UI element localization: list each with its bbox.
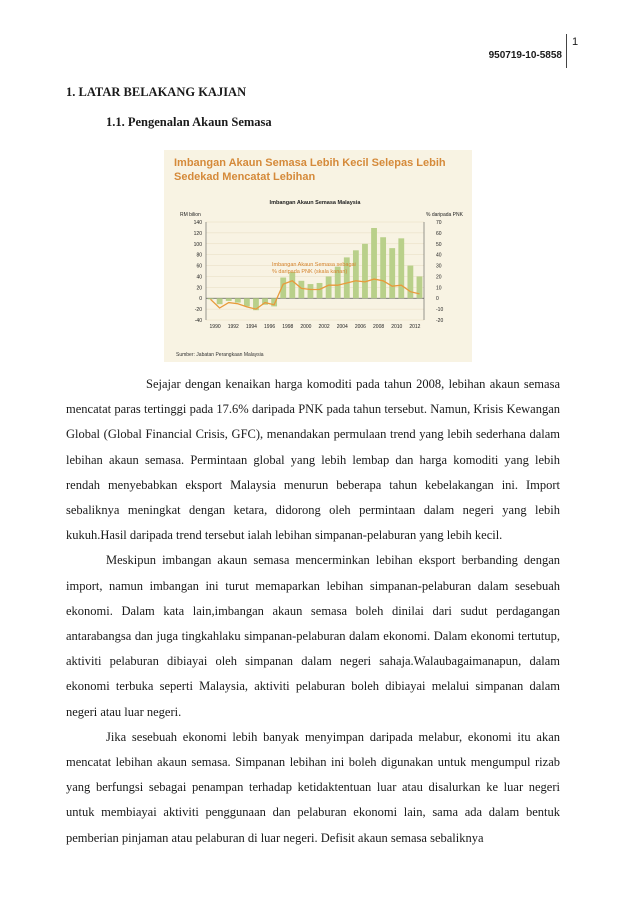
section-heading: 1. LATAR BELAKANG KAJIAN [66,85,247,99]
right-tick-label: 20 [436,274,442,281]
x-tick-label: 2002 [318,324,330,330]
right-tick-label: 0 [436,296,439,303]
left-tick-label: 40 [196,274,202,281]
bar-2006 [353,250,359,298]
right-tick-label: 70 [436,220,442,226]
left-tick-label: 60 [196,263,202,270]
right-axis-label: % daripada PNK [426,212,463,218]
bar-2011 [398,238,404,298]
bar-1993 [235,298,241,302]
subsection-heading: 1.1. Pengenalan Akaun Semasa [106,115,272,129]
bar-1999 [289,272,295,298]
right-tick-label: 40 [436,252,442,259]
x-tick-label: 2000 [300,324,312,330]
x-tick-label: 2004 [336,324,348,330]
bar-2002 [317,283,323,298]
chart-title: Imbangan Akaun Semasa Malaysia [269,200,361,206]
x-tick-label: 1992 [227,324,239,330]
x-tick-label: 2006 [354,324,366,330]
figure-source: Sumber: Jabatan Perangkaan Malaysia [176,352,264,358]
x-tick-label: 2012 [409,324,421,330]
paragraph-3: Jika sesebuah ekonomi lebih banyak menyimpan daripada melabur, ekonomi itu akan mencatat lebihan akaun semasa. Simpanan lebihan ini boleh digunakan untuk mengumpul rizab yang berfungsi sebagai penampan terhadap ketidaktentuan luar atau disalurkan ke luar negeri untuk membiayai aktiviti penggunaan dan pelaburan ekonomi lain, sama ada dalam bentuk pemberian pinjaman atau pelaburan di luar negeri. Defisit akaun semasa sebaliknya [66,729,560,845]
document-id: 950719-10-5858 [488,50,562,61]
bar-1994 [244,298,250,306]
left-tick-label: -40 [194,318,202,324]
paragraph-1: Sejajar dengan kenaikan harga komoditi pada tahun 2008, lebihan akaun semasa mencatat paras tertinggi pada 17.6% daripada PNK pada tahun tersebut. Namun, Krisis Kewangan Global (Global Financial Crisis, GFC), menandakan permulaan trend yang lebih sederhana dalam lebihan akaun semasa. Permintaan global yang lebih lembap dan harga komoditi yang lebih rendah menyebabkan eksport Malaysia menurun beberapa tahun kebelakangan ini. Import sebaliknya meningkat dengan ketara, didorong oleh permintaan dalam negeri yang lebih kukuh.Hasil daripada trend tersebut ialah lebihan simpanan-pelaburan yang lebih kecil. [66,377,560,543]
right-tick-label: 10 [436,285,442,292]
current-account-chart [164,194,472,344]
bar-1991 [217,298,223,304]
bar-2013 [417,276,423,298]
right-tick-label: -10 [436,307,444,314]
x-tick-label: 1998 [282,324,294,330]
x-tick-label: 1994 [245,324,257,330]
bar-2000 [298,281,304,298]
body-text [66,372,560,851]
bar-2007 [362,244,368,298]
bar-2009 [380,237,386,298]
left-tick-label: 120 [193,230,202,237]
x-tick-label: 2010 [391,324,403,330]
left-tick-label: 20 [196,285,202,292]
line-series-pct-pnk [211,279,420,309]
bar-2012 [407,266,413,299]
figure-current-account [164,150,472,362]
paragraph-2: Meskipun imbangan akaun semasa mencerminkan lebihan eksport berbanding dengan import, namun imbangan ini turut memaparkan lebihan simpanan-pelaburan dalam sesebuah ekonomi. Dalam kata lain,imbangan akaun semasa boleh dinilai dari sudut perdagangan antarabangsa dan juga tingkahlaku simpanan-pelaburan dalam ekonomi. Dalam ekonomi tertutup, aktiviti pelaburan dibiayai oleh simpanan dalam negeri sahaja.Walaubagaimanapun, dalam ekonomi terbuka seperti Malaysia, aktiviti pelaburan boleh dibiayai melalui simpanan dalam negeri atau luar negeri. [66,553,560,719]
x-tick-label: 1990 [209,324,221,330]
bar-2003 [326,276,332,298]
figure-title: Imbangan Akaun Semasa Lebih Kecil Selepas Lebih Sedekad Mencatat Lebihan [174,157,446,183]
x-tick-label: 2008 [373,324,385,330]
right-tick-label: 50 [436,241,442,248]
left-axis-label: RM bilion [180,212,201,218]
bar-2010 [389,248,395,298]
left-tick-label: 80 [196,252,202,259]
right-tick-label: -20 [436,318,444,324]
left-tick-label: 140 [193,220,202,226]
left-tick-label: 100 [193,241,202,248]
bar-1992 [226,298,232,301]
bar-2001 [308,284,314,298]
chart-annotation-line2: % daripada PNK (skala kanan) [272,269,348,275]
header-divider [566,34,567,68]
bar-2008 [371,228,377,298]
x-tick-label: 1996 [264,324,276,330]
chart-annotation-line1: Imbangan Akaun Semasa sebagai [272,262,356,268]
left-tick-label: -20 [194,307,202,314]
right-tick-label: 30 [436,263,442,270]
bar-1990 [208,298,214,299]
left-tick-label: 0 [199,296,202,303]
page-number: 1 [572,36,579,48]
right-tick-label: 60 [436,230,442,237]
